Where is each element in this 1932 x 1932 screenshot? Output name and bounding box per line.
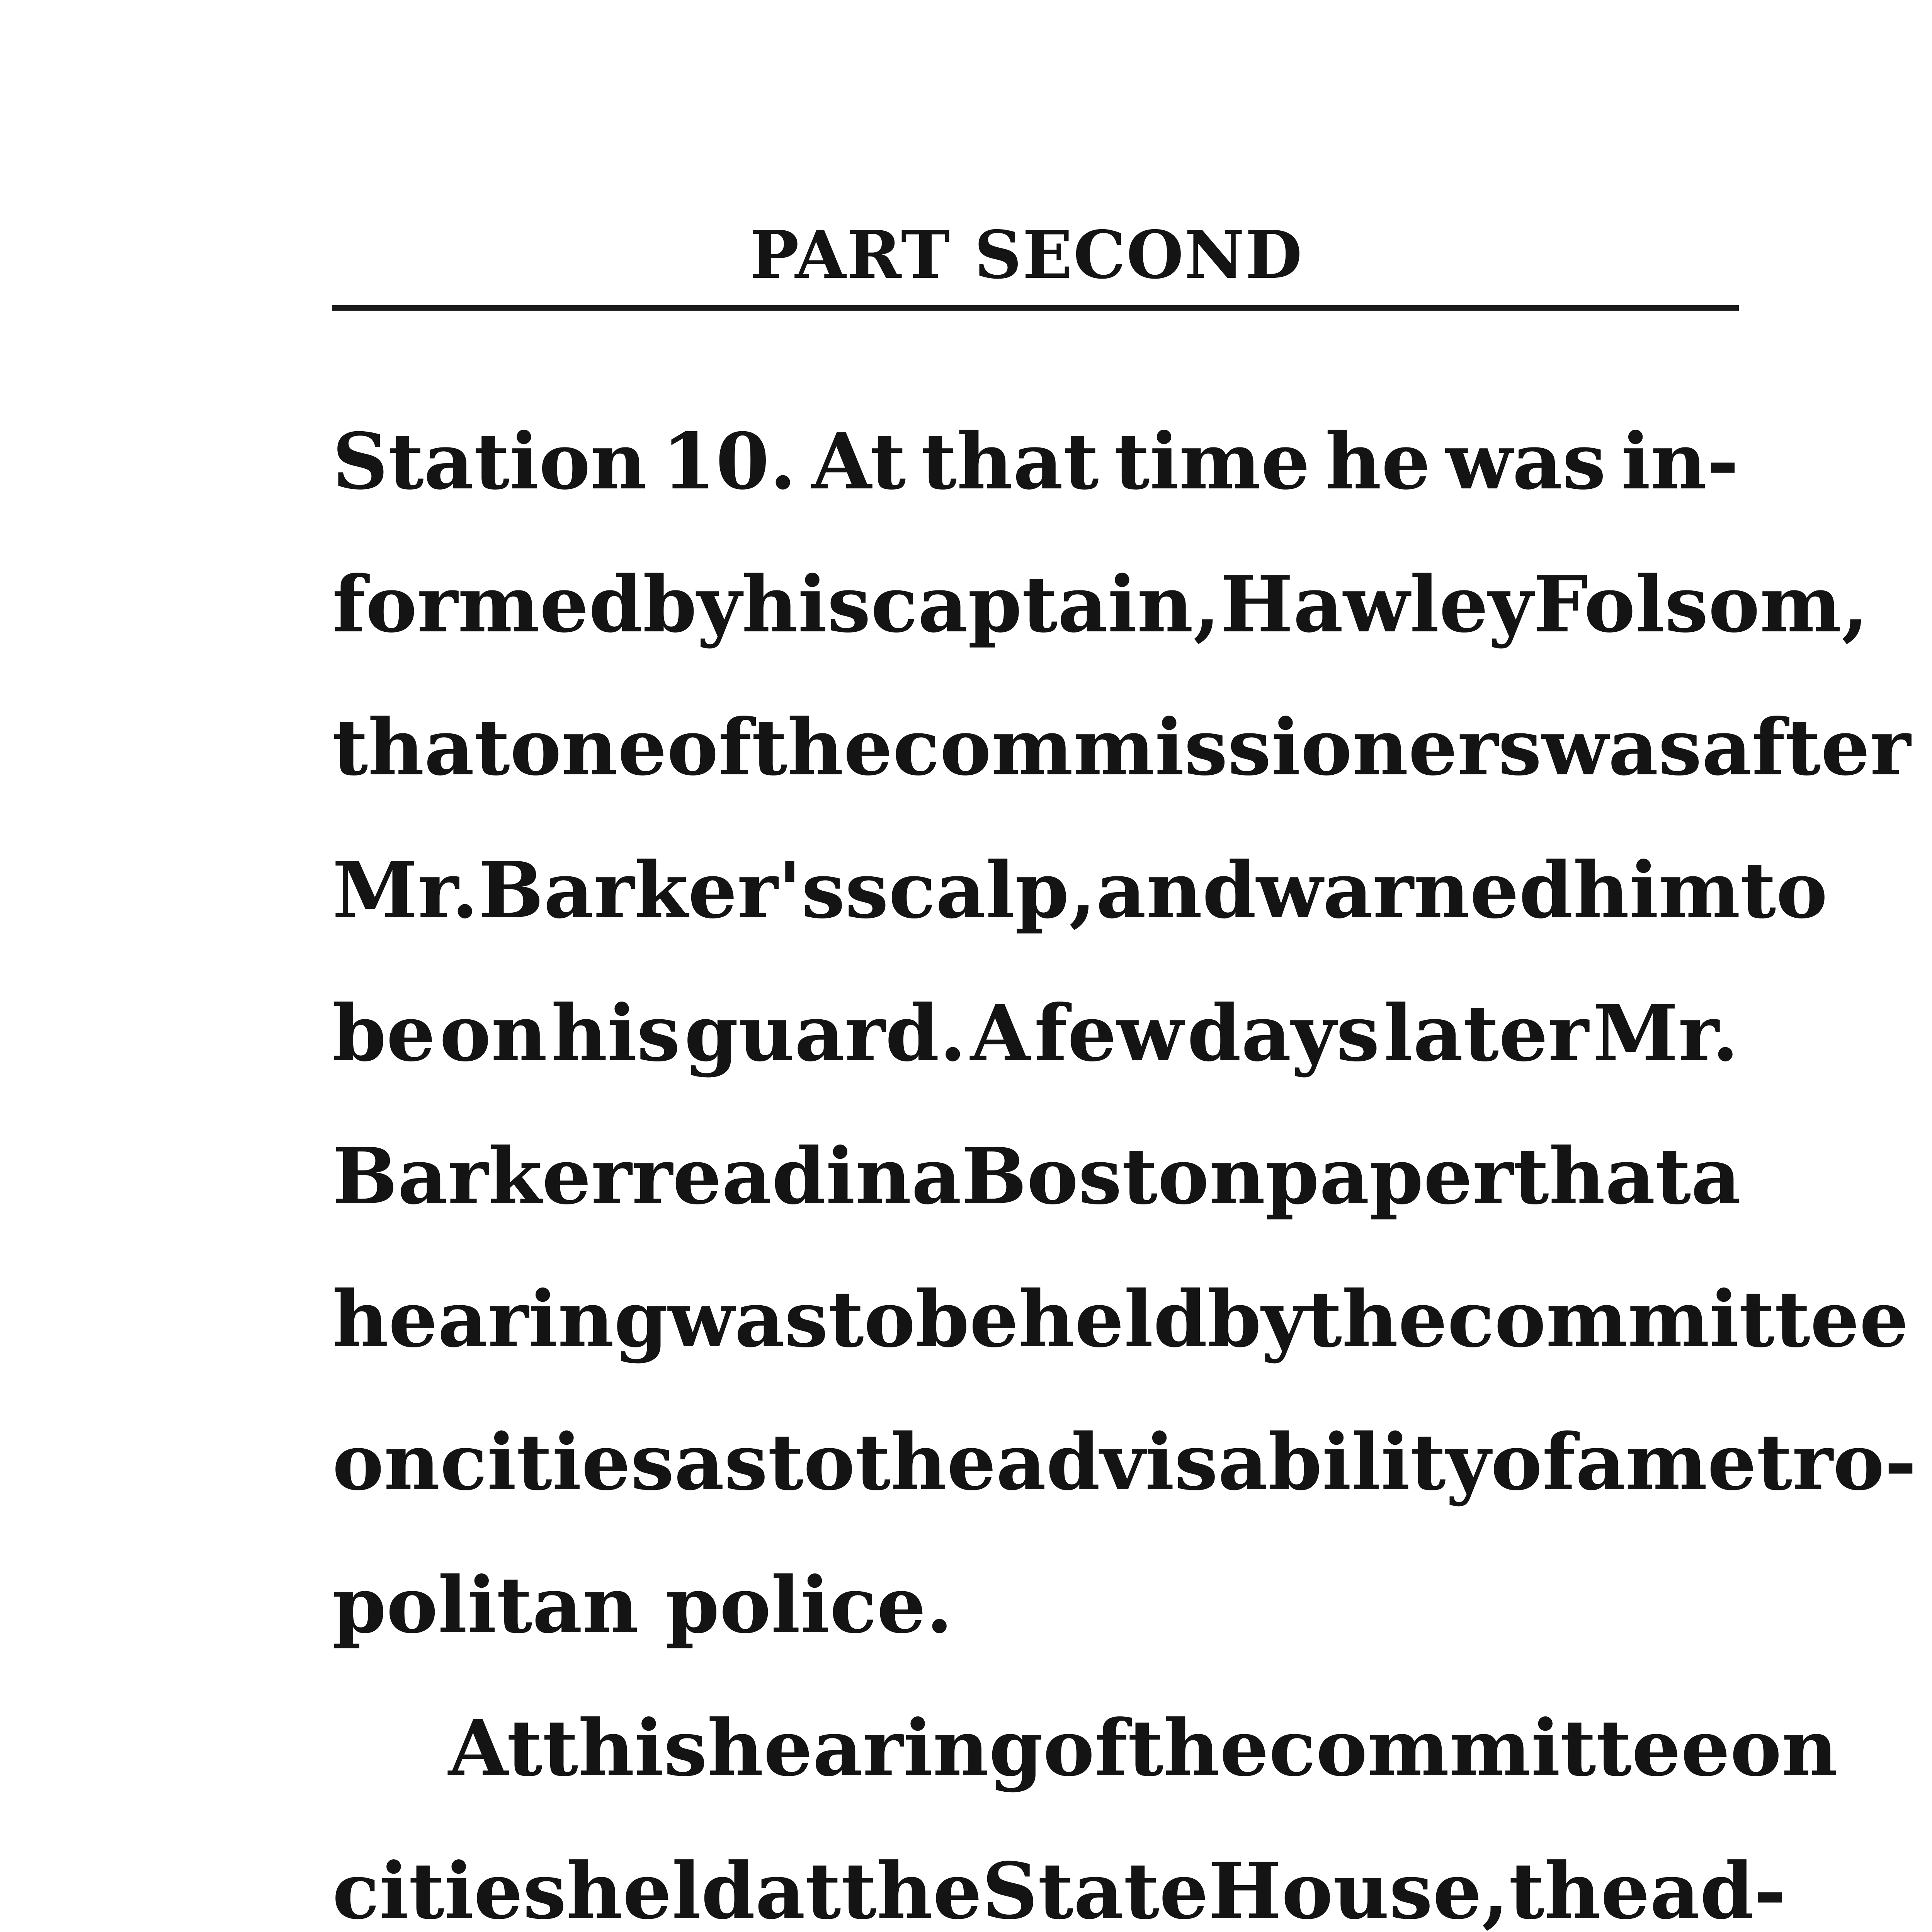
text-line: on cities as to the advisability of a metro- [332,1417,1917,1508]
text-line: hearing was to be held by the committee [332,1274,1909,1365]
text-line: politan police. [332,1560,953,1651]
text-line: formed by his captain, Hawley Folsom, [332,559,1869,650]
body-text [332,390,1917,1932]
text-line: Station 10. At that time he was in- [332,416,1739,507]
text-line: cities held at the State House, the ad- [332,1846,1786,1932]
header-rule [332,305,1739,311]
text-line: be on his guard. A few days later Mr. [332,988,1739,1079]
text-line: Barker read in a Boston paper that a [332,1131,1741,1222]
text-line: Mr. Barker's scalp, and warned him to [332,845,1828,936]
running-head: PART SECOND [750,216,1303,294]
text-line: At this hearing of the committee on [448,1703,1838,1794]
text-line: that one of the commissioners was after [332,702,1911,793]
